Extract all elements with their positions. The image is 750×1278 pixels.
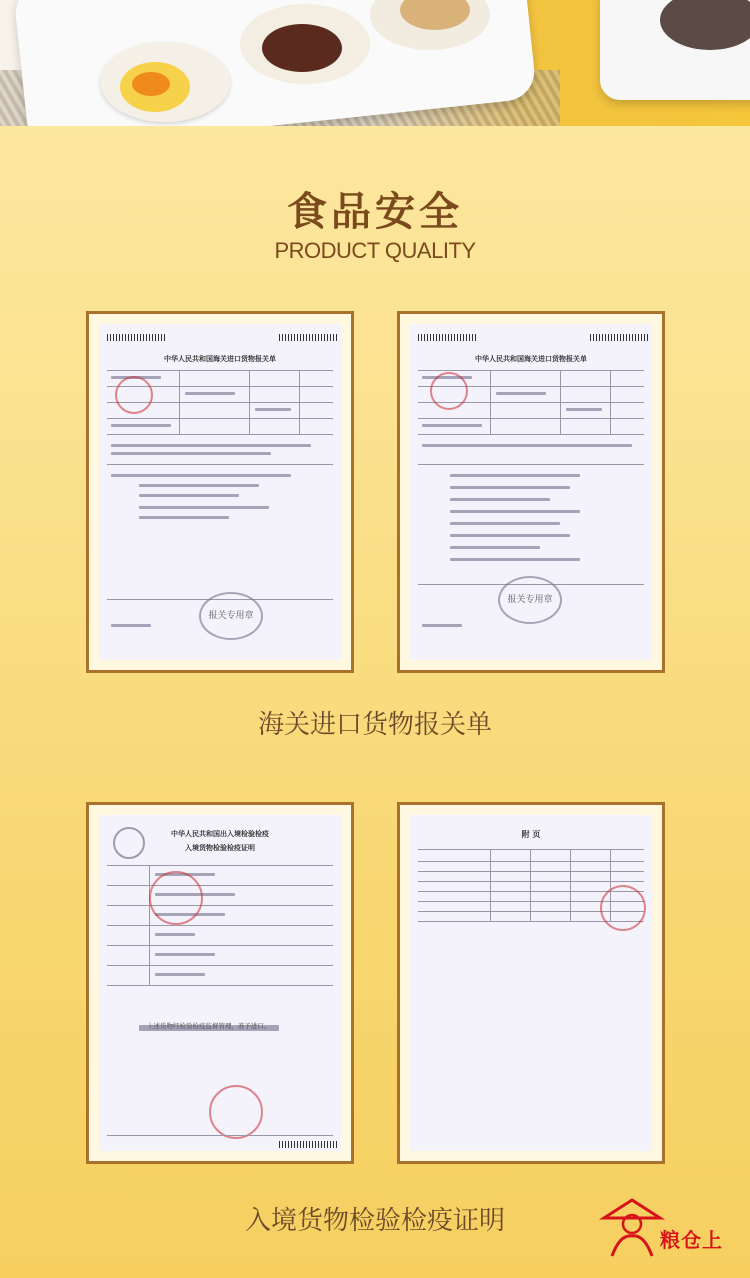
seal-stamp <box>149 871 203 925</box>
inspection-caption: 入境货物检验检疫证明 <box>244 1206 505 1236</box>
customs-declaration-doc <box>99 324 341 660</box>
inspection-certificate-frame <box>86 802 354 1164</box>
seal-stamp <box>209 1085 263 1139</box>
customs-declaration-frame-2 <box>397 311 665 673</box>
customs-caption: 海关进口货物报关单 <box>257 710 492 740</box>
doc-heading: 中华人民共和国海关进口货物报关单 <box>164 355 276 363</box>
seal-stamp <box>600 885 646 931</box>
doc-heading: 中华人民共和国出入境检验检疫 <box>171 830 269 838</box>
customs-declaration-doc <box>410 324 652 660</box>
seal-stamp <box>430 372 468 410</box>
mooncake-redbean <box>262 24 342 72</box>
barcode <box>590 334 650 341</box>
barcode <box>279 334 339 341</box>
section-subtitle: PRODUCT QUALITY <box>274 238 476 263</box>
certificate-body-text: 上述货物经检验检疫监督管理，准予进口。 <box>147 1022 271 1030</box>
product-banner-photo <box>0 0 750 126</box>
barcode <box>279 1141 339 1148</box>
customs-stamp: 报关专用章 <box>498 576 562 624</box>
mooncake-yolk <box>132 72 170 96</box>
inspection-appendix-doc <box>410 815 652 1151</box>
barcode <box>418 334 478 341</box>
section-title: 食品安全 <box>287 188 463 235</box>
barcode <box>107 334 167 341</box>
customs-stamp: 报关专用章 <box>199 592 263 640</box>
brand-logo-text: 粮仓上 <box>660 1228 723 1252</box>
seal-stamp <box>115 376 153 414</box>
inspection-appendix-frame <box>397 802 665 1164</box>
doc-subheading: 入境货物检验检疫证明 <box>185 844 255 852</box>
inspection-certificate-doc <box>99 815 341 1151</box>
customs-declaration-frame-1 <box>86 311 354 673</box>
appendix-heading: 附 页 <box>521 830 541 839</box>
doc-heading: 中华人民共和国海关进口货物报关单 <box>475 355 587 363</box>
